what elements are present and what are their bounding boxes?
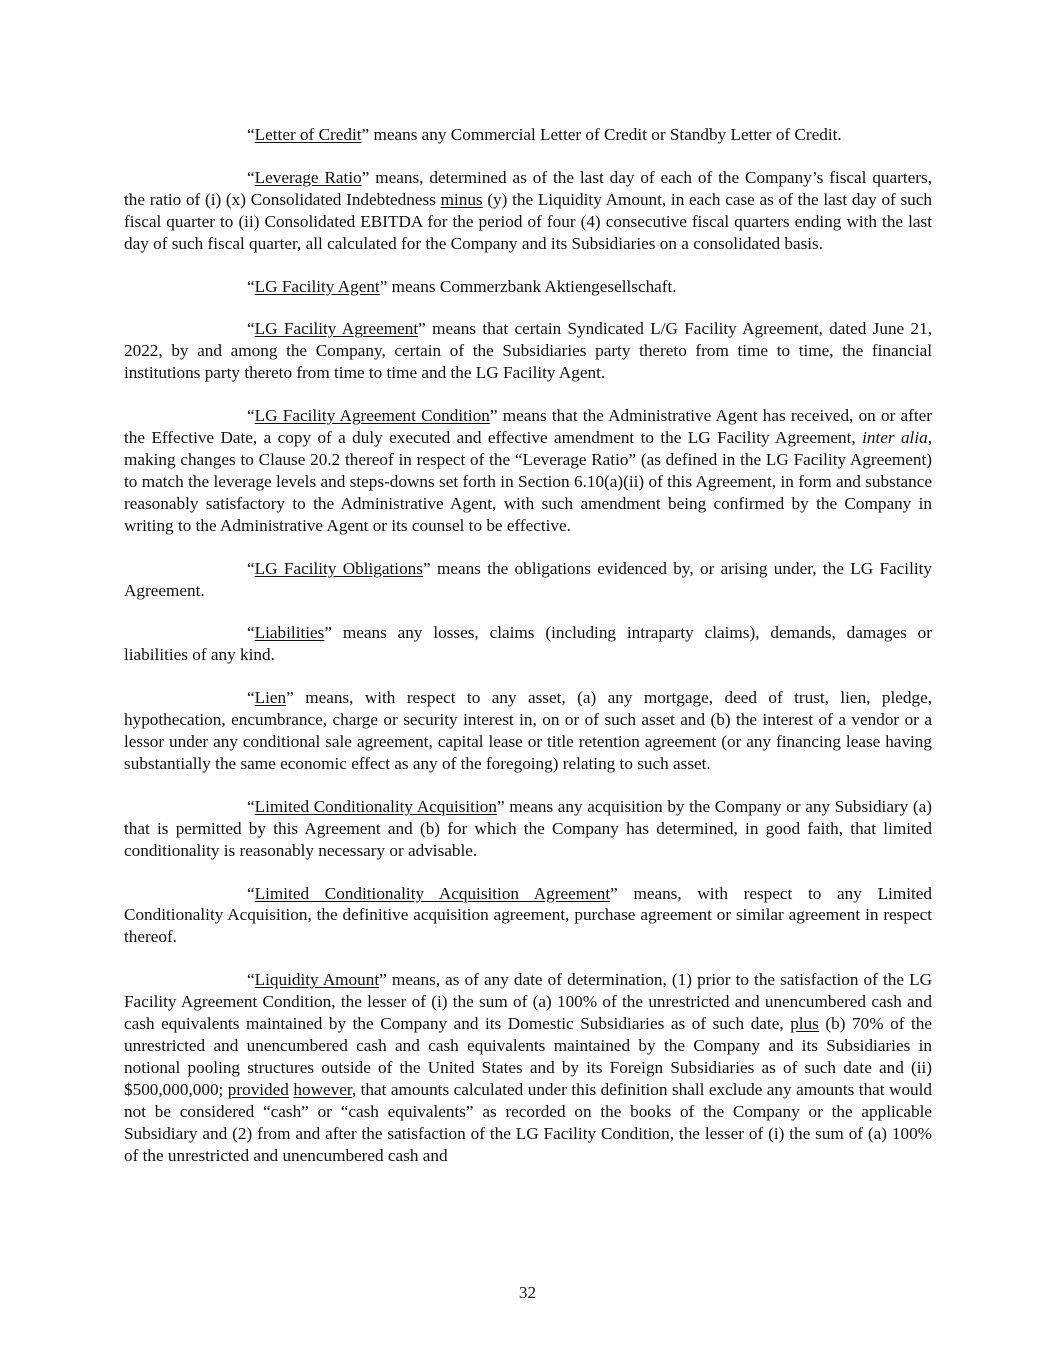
page-number: 32	[518, 1283, 537, 1302]
definition-lg-facility-obligations: “LG Facility Obligations” means the obligations evidenced by, or arising under, the LG Facility Agreement.	[124, 558, 932, 600]
definition-leverage-ratio: “Leverage Ratio” means, determined as of the last day of each of the Company’s fiscal quarters, the ratio of (i) (x) Consolidated Indebtedness minus (y) the Liquidity Amount, in each case as of the last day of such fiscal quarter to (ii) Consolidated EBITDA for the period of four (4) consecutive fiscal quarters ending with the last day of such fiscal quarter, all calculated for the Company and its Subsidiaries on a consolidated basis.	[124, 167, 932, 253]
definition-letter-of-credit: “Letter of Credit” means any Commercial Letter of Credit or Standby Letter of Credit.	[247, 125, 842, 144]
definition-limited-conditionality-acquisition-agreement: “Limited Conditionality Acquisition Agreement” means, with respect to any Limited Conditionality Acquisition, the definitive acquisition agreement, purchase agreement or similar agreement in respect thereof.	[124, 883, 932, 947]
document-body	[124, 124, 932, 1187]
definition-limited-conditionality-acquisition: “Limited Conditionality Acquisition” means any acquisition by the Company or any Subsidiary (a) that is permitted by this Agreement and (b) for which the Company has determined, in good faith, that limited conditionality is reasonably necessary or advisable.	[124, 796, 932, 860]
definition-lg-facility-agreement: “LG Facility Agreement” means that certain Syndicated L/G Facility Agreement, dated June 21, 2022, by and among the Company, certain of the Subsidiaries party thereto from time to time, the financial institutions party thereto from time to time and the LG Facility Agent.	[124, 319, 933, 383]
definition-liquidity-amount: “Liquidity Amount” means, as of any date of determination, (1) prior to the satisfaction of the LG Facility Agreement Condition, the lesser of (i) the sum of (a) 100% of the unrestricted and unencumbered cash and cash equivalents maintained by the Company and its Domestic Subsidiaries as of such date, plus (b) 70% of the unrestricted and unencumbered cash and cash equivalents maintained by the Company and its Subsidiaries in notional pooling structures outside of the United States and by its Foreign Subsidiaries as of such date and (ii) $500,000,000; provided however, that amounts calculated under this definition shall exclude any amounts that would not be considered “cash” or “cash equivalents” as recorded on the books of the Company or the applicable Subsidiary and (2) from and after the satisfaction of the LG Facility Condition, the lesser of (i) the sum of (a) 100% of the unrestricted and unencumbered cash and	[124, 970, 933, 1165]
definition-lg-facility-agent: “LG Facility Agent” means Commerzbank Aktiengesellschaft.	[247, 276, 677, 296]
definition-lien: “Lien” means, with respect to any asset, (a) any mortgage, deed of trust, lien, pledge, hypothecation, encumbrance, charge or security interest in, on or of such asset and (b) the interest of a vendor or a lessor under any conditional sale agreement, capital lease or title retention agreement (or any financing lease having substantially the same economic effect as any of the foregoing) relating to such asset.	[124, 688, 932, 773]
definition-liabilities: “Liabilities” means any losses, claims (including intraparty claims), demands, damages or liabilities of any kind.	[124, 623, 932, 665]
definition-lg-facility-agreement-condition: “LG Facility Agreement Condition” means that the Administrative Agent has received, on or after the Effective Date, a copy of a duly executed and effective amendment to the LG Facility Agreement, inter alia, making changes to Clause 20.2 thereof in respect of the “Leverage Ratio” (as defined in the LG Facility Agreement) to match the leverage levels and steps-downs set forth in Section 6.10(a)(ii) of this Agreement, in form and substance reasonably satisfactory to the Administrative Agent, with such amendment being confirmed by the Company in writing to the Administrative Agent or its counsel to be effective.	[124, 406, 932, 535]
